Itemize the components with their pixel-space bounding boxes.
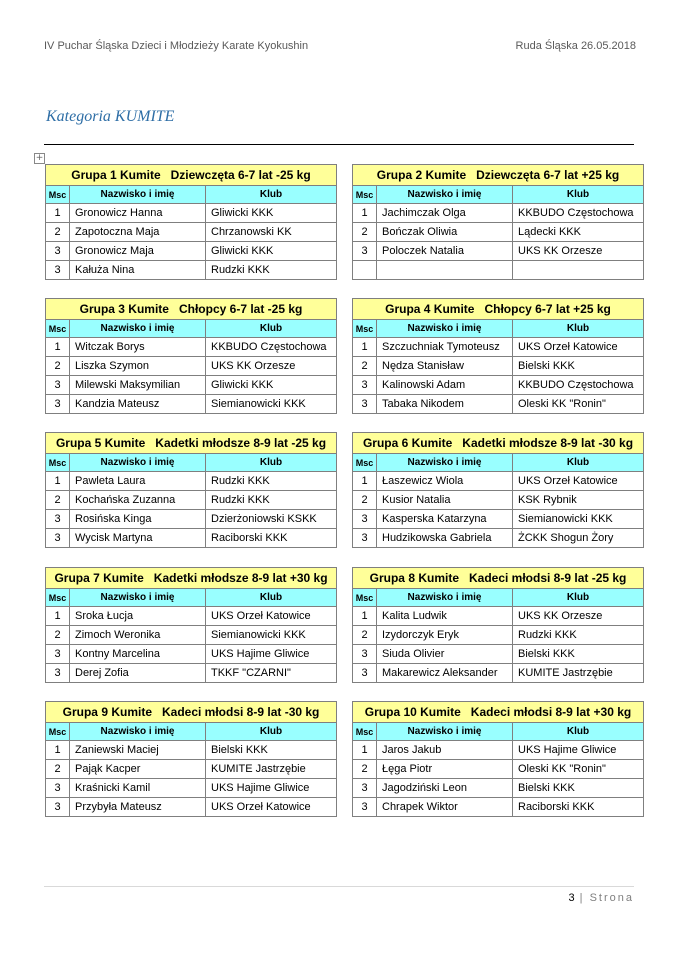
cell-club: Gliwicki KKK	[206, 242, 337, 261]
table-row	[46, 760, 337, 779]
table-row	[353, 529, 644, 548]
cell-name: Kochańska Zuzanna	[70, 491, 206, 510]
cell-club: Rudzki KKK	[206, 472, 337, 491]
column-header-club: Klub	[206, 186, 337, 204]
cell-name: Kontny Marcelina	[70, 645, 206, 664]
cell-name: Jaros Jakub	[377, 741, 513, 760]
cell-club: Bielski KKK	[513, 779, 644, 798]
group-table-3	[45, 298, 337, 414]
group-table-1	[45, 164, 337, 280]
column-header-club: Klub	[206, 320, 337, 338]
table-row	[46, 664, 337, 683]
group-table-5	[45, 432, 337, 548]
cell-club: Bielski KKK	[206, 741, 337, 760]
cell-msc: 1	[353, 204, 377, 223]
table-row	[46, 798, 337, 817]
cell-msc: 3	[46, 798, 70, 817]
cell-club: Gliwicki KKK	[206, 376, 337, 395]
cell-msc: 3	[353, 664, 377, 683]
table-row	[353, 472, 644, 491]
cell-msc: 1	[46, 338, 70, 357]
column-header-msc: Msc	[353, 723, 377, 741]
cell-msc: 2	[46, 357, 70, 376]
category-title: Kategoria KUMITE	[46, 108, 175, 125]
column-header-msc: Msc	[353, 589, 377, 607]
cell-club: Rudzki KKK	[206, 261, 337, 280]
cell-msc: 3	[46, 664, 70, 683]
cell-club: Bielski KKK	[513, 357, 644, 376]
cell-club: ŻCKK Shogun Żory	[513, 529, 644, 548]
table-row	[353, 338, 644, 357]
cell-msc: 1	[353, 472, 377, 491]
cell-name: Kandzia Mateusz	[70, 395, 206, 414]
cell-club: UKS Orzeł Katowice	[513, 472, 644, 491]
table-row	[46, 626, 337, 645]
table-row	[46, 376, 337, 395]
cell-name: Szczuchniak Tymoteusz	[377, 338, 513, 357]
cell-msc: 1	[46, 472, 70, 491]
cell-name: Hudzikowska Gabriela	[377, 529, 513, 548]
column-header-msc: Msc	[46, 723, 70, 741]
cell-msc: 2	[46, 760, 70, 779]
cell-club: UKS KK Orzesze	[206, 357, 337, 376]
cell-msc: 2	[353, 357, 377, 376]
table-row	[46, 338, 337, 357]
cell-name: Pająk Kacper	[70, 760, 206, 779]
column-header-club: Klub	[513, 723, 644, 741]
event-title: IV Puchar Śląska Dzieci i Młodzieży Karate Kyokushin	[44, 40, 309, 52]
cell-name: Kusior Natalia	[377, 491, 513, 510]
cell-club: Lądecki KKK	[513, 223, 644, 242]
cell-club: UKS KK Orzesze	[513, 607, 644, 626]
column-header-name: Nazwisko i imię	[70, 589, 206, 607]
page-number: 3	[568, 892, 575, 904]
group-title: Grupa 6 Kumite Kadetki młodsze 8-9 lat -30 kg	[353, 433, 644, 454]
group-table-6	[352, 432, 644, 548]
cell-name: Pawleta Laura	[70, 472, 206, 491]
group-table-10	[352, 701, 644, 817]
group-title: Grupa 8 Kumite Kadeci młodsi 8-9 lat -25 kg	[353, 568, 644, 589]
cell-name: Bończak Oliwia	[377, 223, 513, 242]
cell-msc: 2	[46, 491, 70, 510]
table-row	[353, 626, 644, 645]
cell-msc: 3	[353, 779, 377, 798]
cell-msc: 3	[46, 510, 70, 529]
table-row	[353, 223, 644, 242]
cell-name: Makarewicz Aleksander	[377, 664, 513, 683]
cell-name: Zaniewski Maciej	[70, 741, 206, 760]
cell-msc: 3	[353, 798, 377, 817]
cell-msc	[353, 261, 377, 280]
cell-name: Jachimczak Olga	[377, 204, 513, 223]
table-row	[353, 779, 644, 798]
table-row	[46, 510, 337, 529]
table-row	[46, 357, 337, 376]
cell-club: Gliwicki KKK	[206, 204, 337, 223]
table-row	[353, 607, 644, 626]
cell-name: Łęga Piotr	[377, 760, 513, 779]
cell-msc: 3	[353, 529, 377, 548]
cell-club: Siemianowicki KKK	[206, 626, 337, 645]
cell-msc: 1	[353, 741, 377, 760]
table-row	[353, 664, 644, 683]
table-row	[353, 491, 644, 510]
title-divider	[44, 144, 634, 145]
cell-name: Zapotoczna Maja	[70, 223, 206, 242]
cell-club: Rudzki KKK	[206, 491, 337, 510]
column-header-name: Nazwisko i imię	[377, 589, 513, 607]
cell-name: Siuda Olivier	[377, 645, 513, 664]
cell-name: Jagodziński Leon	[377, 779, 513, 798]
cell-club: UKS Hajime Gliwice	[513, 741, 644, 760]
cell-name: Izydorczyk Eryk	[377, 626, 513, 645]
cell-msc: 2	[46, 626, 70, 645]
table-row	[353, 204, 644, 223]
move-anchor-icon[interactable]: +	[35, 153, 44, 163]
cell-msc: 1	[353, 338, 377, 357]
cell-name: Kalinowski Adam	[377, 376, 513, 395]
cell-club: KUMITE Jastrzębie	[206, 760, 337, 779]
table-row	[353, 741, 644, 760]
table-row	[46, 607, 337, 626]
cell-msc: 3	[46, 395, 70, 414]
cell-msc: 3	[46, 645, 70, 664]
table-row	[353, 357, 644, 376]
cell-msc: 3	[46, 376, 70, 395]
group-table-8	[352, 567, 644, 683]
table-row	[46, 645, 337, 664]
cell-name: Łaszewicz Wiola	[377, 472, 513, 491]
table-row	[353, 395, 644, 414]
cell-name: Kałuża Nina	[70, 261, 206, 280]
table-row	[353, 645, 644, 664]
cell-msc: 2	[353, 223, 377, 242]
group-title: Grupa 4 Kumite Chłopcy 6-7 lat +25 kg	[353, 299, 644, 320]
cell-name: Nędza Stanisław	[377, 357, 513, 376]
table-row	[46, 472, 337, 491]
cell-name: Rosińska Kinga	[70, 510, 206, 529]
table-row	[46, 223, 337, 242]
table-row	[46, 261, 337, 280]
group-table-2	[352, 164, 644, 280]
cell-club: Oleski KK "Ronin"	[513, 395, 644, 414]
column-header-club: Klub	[513, 186, 644, 204]
column-header-msc: Msc	[353, 454, 377, 472]
cell-club: Chrzanowski KK	[206, 223, 337, 242]
column-header-msc: Msc	[353, 320, 377, 338]
cell-name: Tabaka Nikodem	[377, 395, 513, 414]
column-header-club: Klub	[206, 589, 337, 607]
cell-club: KSK Rybnik	[513, 491, 644, 510]
table-row	[353, 510, 644, 529]
column-header-club: Klub	[206, 454, 337, 472]
cell-msc: 3	[353, 510, 377, 529]
cell-name: Przybyła Mateusz	[70, 798, 206, 817]
cell-club: Raciborski KKK	[513, 798, 644, 817]
column-header-name: Nazwisko i imię	[377, 320, 513, 338]
cell-club: UKS Orzeł Katowice	[206, 798, 337, 817]
cell-club: Siemianowicki KKK	[206, 395, 337, 414]
cell-club: Oleski KK "Ronin"	[513, 760, 644, 779]
column-header-club: Klub	[513, 589, 644, 607]
cell-club: TKKF "CZARNI"	[206, 664, 337, 683]
cell-msc: 1	[46, 204, 70, 223]
footer-separator: |	[579, 892, 585, 904]
cell-msc: 3	[353, 395, 377, 414]
table-row	[353, 261, 644, 280]
cell-msc: 2	[353, 491, 377, 510]
cell-msc: 3	[46, 242, 70, 261]
cell-club	[513, 261, 644, 280]
cell-club: KKBUDO Częstochowa	[513, 204, 644, 223]
cell-msc: 3	[46, 529, 70, 548]
column-header-msc: Msc	[46, 186, 70, 204]
cell-name: Kasperska Katarzyna	[377, 510, 513, 529]
group-title: Grupa 2 Kumite Dziewczęta 6-7 lat +25 kg	[353, 165, 644, 186]
column-header-name: Nazwisko i imię	[377, 454, 513, 472]
table-row	[353, 242, 644, 261]
column-header-club: Klub	[206, 723, 337, 741]
cell-msc: 3	[353, 376, 377, 395]
column-header-msc: Msc	[46, 320, 70, 338]
page-footer	[568, 892, 634, 904]
cell-name: Sroka Łucja	[70, 607, 206, 626]
cell-msc: 3	[46, 779, 70, 798]
table-row	[46, 395, 337, 414]
cell-club: UKS KK Orzesze	[513, 242, 644, 261]
group-title: Grupa 7 Kumite Kadetki młodsze 8-9 lat +30 kg	[46, 568, 337, 589]
cell-msc: 1	[46, 741, 70, 760]
cell-name: Milewski Maksymilian	[70, 376, 206, 395]
group-title: Grupa 10 Kumite Kadeci młodsi 8-9 lat +30 kg	[353, 702, 644, 723]
cell-name: Derej Zofia	[70, 664, 206, 683]
cell-name: Poloczek Natalia	[377, 242, 513, 261]
group-title: Grupa 5 Kumite Kadetki młodsze 8-9 lat -25 kg	[46, 433, 337, 454]
page-word: Strona	[589, 892, 634, 904]
table-row	[46, 741, 337, 760]
cell-name: Zimoch Weronika	[70, 626, 206, 645]
cell-name: Wycisk Martyna	[70, 529, 206, 548]
column-header-msc: Msc	[353, 186, 377, 204]
cell-club: UKS Hajime Gliwice	[206, 645, 337, 664]
group-table-9	[45, 701, 337, 817]
column-header-name: Nazwisko i imię	[70, 320, 206, 338]
place-date: Ruda Śląska 26.05.2018	[515, 40, 636, 52]
column-header-name: Nazwisko i imię	[70, 186, 206, 204]
table-row	[353, 798, 644, 817]
cell-club: KKBUDO Częstochowa	[206, 338, 337, 357]
column-header-name: Nazwisko i imię	[377, 723, 513, 741]
table-row	[46, 779, 337, 798]
cell-name: Kalita Ludwik	[377, 607, 513, 626]
table-row	[353, 760, 644, 779]
cell-club: KUMITE Jastrzębie	[513, 664, 644, 683]
cell-club: KKBUDO Częstochowa	[513, 376, 644, 395]
column-header-club: Klub	[513, 320, 644, 338]
cell-club: Raciborski KKK	[206, 529, 337, 548]
cell-msc: 3	[46, 261, 70, 280]
cell-club: Dzierżoniowski KSKK	[206, 510, 337, 529]
column-header-msc: Msc	[46, 589, 70, 607]
column-header-name: Nazwisko i imię	[70, 454, 206, 472]
cell-club: UKS Hajime Gliwice	[206, 779, 337, 798]
cell-name: Gronowicz Maja	[70, 242, 206, 261]
column-header-msc: Msc	[46, 454, 70, 472]
cell-club: UKS Orzeł Katowice	[513, 338, 644, 357]
cell-club: Siemianowicki KKK	[513, 510, 644, 529]
cell-name: Kraśnicki Kamil	[70, 779, 206, 798]
cell-name: Witczak Borys	[70, 338, 206, 357]
group-title: Grupa 3 Kumite Chłopcy 6-7 lat -25 kg	[46, 299, 337, 320]
cell-msc: 2	[353, 760, 377, 779]
cell-name	[377, 261, 513, 280]
table-row	[46, 242, 337, 261]
group-table-4	[352, 298, 644, 414]
cell-msc: 2	[46, 223, 70, 242]
cell-msc: 1	[353, 607, 377, 626]
footer-divider	[44, 886, 634, 887]
group-title: Grupa 1 Kumite Dziewczęta 6-7 lat -25 kg	[46, 165, 337, 186]
table-row	[353, 376, 644, 395]
cell-club: UKS Orzeł Katowice	[206, 607, 337, 626]
table-row	[46, 529, 337, 548]
table-row	[46, 491, 337, 510]
cell-msc: 3	[353, 242, 377, 261]
column-header-name: Nazwisko i imię	[70, 723, 206, 741]
cell-name: Gronowicz Hanna	[70, 204, 206, 223]
column-header-name: Nazwisko i imię	[377, 186, 513, 204]
cell-msc: 2	[353, 626, 377, 645]
cell-msc: 3	[353, 645, 377, 664]
cell-msc: 1	[46, 607, 70, 626]
column-header-club: Klub	[513, 454, 644, 472]
cell-name: Chrapek Wiktor	[377, 798, 513, 817]
group-title: Grupa 9 Kumite Kadeci młodsi 8-9 lat -30 kg	[46, 702, 337, 723]
cell-name: Liszka Szymon	[70, 357, 206, 376]
cell-club: Bielski KKK	[513, 645, 644, 664]
group-table-7	[45, 567, 337, 683]
table-row	[46, 204, 337, 223]
cell-club: Rudzki KKK	[513, 626, 644, 645]
